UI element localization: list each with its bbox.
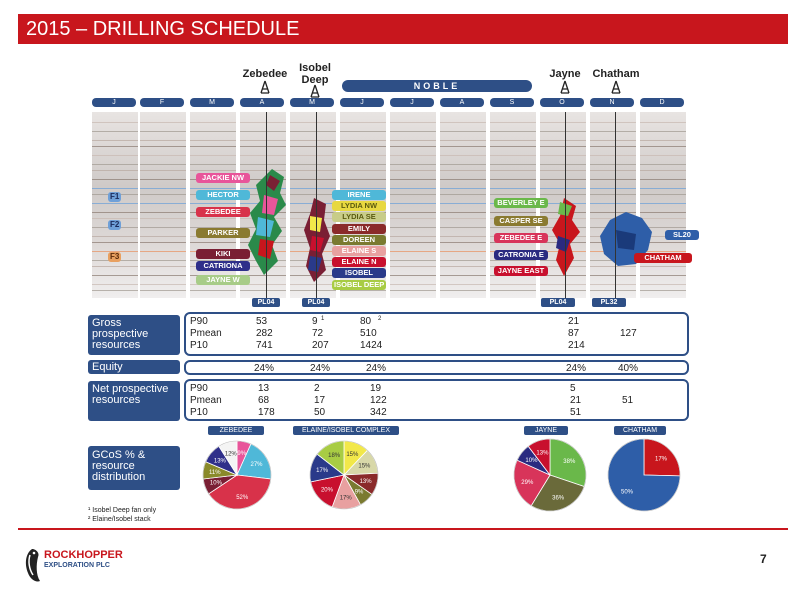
month-label: M	[190, 98, 234, 107]
gross-resources-label: Gross prospective resources	[88, 315, 180, 355]
pie-title: ELAINE/ISOBEL COMPLEX	[293, 426, 399, 435]
prospect-label: PARKER	[196, 228, 250, 238]
net-cell: 2	[314, 383, 320, 394]
pie-data-label: 11%	[208, 469, 221, 476]
pie-data-label: 13%	[213, 458, 226, 465]
well-name-jayne: Jayne	[549, 68, 581, 80]
licence-tag: PL04	[252, 298, 280, 307]
gross-cell: 207	[312, 340, 329, 351]
horizon-label: F2	[110, 220, 120, 229]
prospect-label: CATRONIA E	[494, 250, 548, 260]
pie-data-label: 9%	[354, 489, 364, 496]
prospect-label: IRENE	[332, 190, 386, 200]
well-name-zebedee: Zebedee	[242, 68, 288, 80]
gross-cell: 282	[256, 328, 273, 339]
prospect-label: BEVERLEY E	[494, 198, 548, 208]
licence-tag: PL32	[592, 298, 626, 307]
equity-cell: 24%	[566, 363, 587, 374]
net-row-label: P10	[190, 407, 208, 418]
month-label: J	[92, 98, 136, 107]
prospect-label: ISOBEL	[332, 268, 386, 278]
gross-cell: 72	[312, 328, 324, 339]
net-cell: 51	[622, 395, 634, 406]
company-name: ROCKHOPPER	[44, 549, 123, 561]
pie-data-label: 50%	[620, 489, 634, 496]
pie-data-label: 38%	[563, 459, 576, 466]
prospect-label: LYDIA SE	[332, 212, 386, 222]
pie-data-label: 18%	[328, 452, 341, 459]
net-cell: 21	[570, 395, 582, 406]
footnote-2: ² Elaine/Isobel stack	[88, 516, 151, 523]
month-label: J	[390, 98, 434, 107]
footnote-1: ¹ Isobel Deep fan only	[88, 507, 157, 514]
prospect-label: DOREEN	[332, 235, 386, 245]
prospect-label: JAYNE W	[196, 275, 250, 285]
equity-cell: 24%	[254, 363, 275, 374]
pie-title: JAYNE	[524, 426, 568, 435]
pie-data-label: 15%	[346, 452, 359, 459]
net-cell: 5	[570, 383, 576, 394]
month-label: A	[240, 98, 284, 107]
pie-data-label: 29%	[521, 480, 534, 487]
prospect-label: SL20	[665, 230, 699, 240]
net-cell: 51	[570, 407, 582, 418]
rig-bar-noble: NOBLE	[342, 80, 532, 92]
licence-tag: PL04	[302, 298, 330, 307]
pie-data-label: 15%	[358, 463, 371, 470]
prospect-label: LYDIA NW	[332, 201, 386, 211]
horizon-label: F3	[110, 252, 120, 261]
prospect-label: HECTOR	[196, 190, 250, 200]
net-row-label: Pmean	[190, 395, 222, 406]
gross-cell: 741	[256, 340, 273, 351]
net-cell: 122	[370, 395, 387, 406]
gross-cell: 9	[312, 316, 318, 327]
gross-cell: 80	[360, 316, 372, 327]
prospect-label: CASPER SE	[494, 216, 548, 226]
prospect-label: ELAINE S	[332, 246, 386, 256]
page-title: 2015 – DRILLING SCHEDULE	[18, 14, 788, 44]
gross-cell: 87	[568, 328, 580, 339]
gross-cell: 53	[256, 316, 268, 327]
net-cell: 342	[370, 407, 387, 418]
prospect-label: JAYNE EAST	[494, 266, 548, 276]
prospect-label: ZEBEDEE	[196, 207, 250, 217]
pie-title: ZEBEDEE	[208, 426, 264, 435]
page-number: 7	[760, 552, 767, 566]
month-label: D	[640, 98, 684, 107]
footnote-marker: 2	[378, 316, 382, 322]
equity-label: Equity	[88, 360, 180, 374]
gcos-label: GCoS % & resource distribution	[88, 446, 180, 490]
pie-data-label: 52%	[236, 494, 249, 501]
month-label: A	[440, 98, 484, 107]
pie-data-label: 10%	[209, 480, 222, 487]
net-cell: 19	[370, 383, 382, 394]
gross-cell: 214	[568, 340, 585, 351]
pie-data-label: 10%	[525, 458, 538, 465]
equity-cell: 24%	[366, 363, 387, 374]
prospect-label: CATRIONA	[196, 261, 250, 271]
prospect-label: JACKIE NW	[196, 173, 250, 183]
month-label: N	[590, 98, 634, 107]
net-cell: 13	[258, 383, 270, 394]
net-cell: 50	[314, 407, 326, 418]
pie-data-label: 20%	[320, 487, 333, 494]
equity-cell: 24%	[310, 363, 331, 374]
net-cell: 68	[258, 395, 270, 406]
month-label: S	[490, 98, 534, 107]
month-label: F	[140, 98, 184, 107]
equity-cell: 40%	[618, 363, 639, 374]
gross-row-label: P10	[190, 340, 208, 351]
pie-data-label: 9%	[237, 451, 247, 458]
gross-cell: 127	[620, 328, 637, 339]
well-name-chatham: Chatham	[592, 68, 640, 80]
gross-cell: 21	[568, 316, 580, 327]
gross-row-label: P90	[190, 316, 208, 327]
pie-data-label: 36%	[552, 495, 565, 502]
bottom-rule	[18, 528, 788, 530]
gross-cell: 510	[360, 328, 377, 339]
month-label: O	[540, 98, 584, 107]
gross-row-label: Pmean	[190, 328, 222, 339]
prospect-label: EMILY	[332, 224, 386, 234]
pie-data-label: 13%	[536, 450, 549, 457]
pie-data-label: 12%	[224, 451, 237, 458]
licence-tag: PL04	[541, 298, 575, 307]
gross-cell: 1424	[360, 340, 383, 351]
prospect-label: ISOBEL DEEP	[334, 279, 385, 289]
net-cell: 178	[258, 407, 275, 418]
net-resources-label: Net prospective resources	[88, 381, 180, 421]
pie-data-label: 17%	[316, 467, 329, 474]
month-label: M	[290, 98, 334, 107]
pie-data-label: 13%	[359, 479, 372, 486]
prospect-label: ZEBEDEE E	[494, 233, 548, 243]
net-row-label: P90	[190, 383, 208, 394]
prospect-label: CHATHAM	[634, 253, 692, 263]
company-sub: EXPLORATION PLC	[44, 562, 110, 569]
prospect-label: KIKI	[196, 249, 250, 259]
prospect-label: ELAINE N	[332, 257, 386, 267]
pie-data-label: 27%	[250, 461, 263, 468]
month-label: J	[340, 98, 384, 107]
well-name-isobel: Isobel Deep	[299, 62, 331, 86]
pie-data-label: 17%	[339, 495, 352, 502]
pie-data-label: 17%	[654, 456, 668, 463]
horizon-label: F1	[110, 192, 120, 201]
net-cell: 17	[314, 395, 326, 406]
pie-title: CHATHAM	[614, 426, 666, 435]
footnote-marker: 1	[321, 316, 325, 322]
